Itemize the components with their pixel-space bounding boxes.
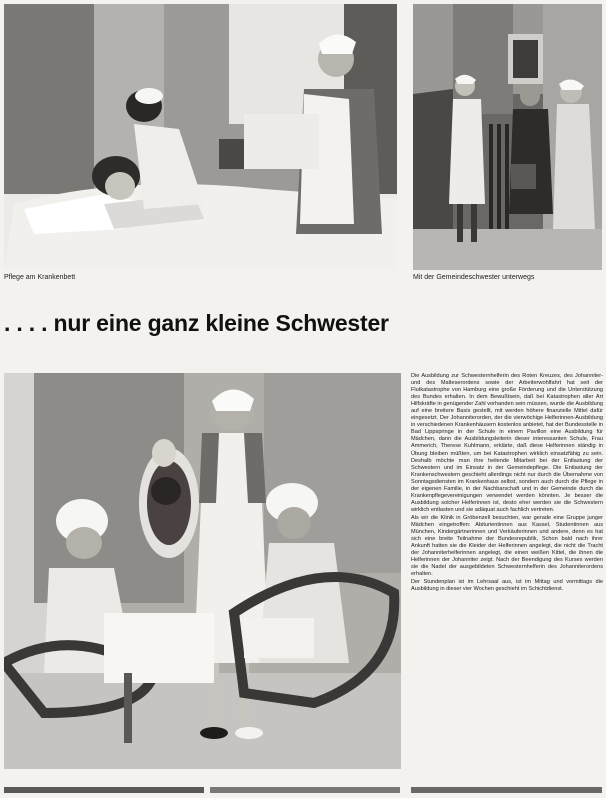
article-headline: . . . . nur eine ganz kleine Schwester	[4, 310, 389, 336]
photo-training-class	[4, 373, 401, 769]
caption-bedside-care: Pflege am Krankenbett	[4, 274, 76, 281]
article-paragraph: Die Ausbildung zur Schwesternhelferin des Roten Kreuzes, des Johanniter- und des Malteserordens sowie der Arbeiterwohlfahrt hat seit der Flutkatastrophe von Hamburg eine große Förderung und die Unterstützung des Bundes erhalten. In dem Bewußtsein, daß bei Katastrophen aller Art Hilfskräfte in genügender Zahl vorhanden sein müssen, wurde die Ausbildung auf eine breitere Basis gestellt, mit werden höhere finanzielle Mittel dafür eingesetzt. Der Johanniterorden, der die vierwöchige Helferinnen-Ausbildung in verschiedenen Krankenhäusern kostenlos anbietet, hat der Bundesstelle in Bad Lippspringe in der Schule in einem Pavillon eine Ausbildung für Mädchen, dann die Ausbildungsleiterin dieser interessanten Schule, Frau Ammerich, Therese Kuhlmann, erklärte, daß diese Helferinnen ständig in Übung bleiben müßten, um bei Katastrophen wirklich einsatzfähig zu sein. Deshalb möchte man ihre heilende Mitarbeit bei der Entlastung der Schwestern und im Einsatz in der Gemeindepflege. Die Entlastung der Krankenschwestern geschieht allerdings nicht nur durch die Übernahme von Sonntagsdiensten im Krankenhaus selbst, sondern auch durch die Pflege in der eigenen Familie, in der Nachbarschaft und in der Gemeinde durch die Krankenpflegevereinigungen verwendet werden könnten. Je besser die Ausbildung solcher Helferinnen ist, desto eher werden sie die Schwestern wirklich entlasten und sie adäquat auch fachlich vertreten.	[411, 373, 603, 513]
caption-community-nurse: Mit der Gemeindeschwester unterwegs	[413, 274, 535, 281]
bottom-photo-strip	[0, 779, 606, 793]
article-body	[411, 373, 603, 768]
article-paragraph: Der Stundenplan ist im Lehrsaal aus, ist im Mittag und vormittags die Ausbildung in dieser vier Wochen geschieht im Schichtdienst.	[411, 579, 603, 593]
photo-community-nurse	[413, 4, 602, 270]
photo-bedside-care	[4, 4, 397, 270]
article-paragraph: Als wir die Klinik in Gröbenzell besuchten, war gerade eine Gruppe junger Mädchen eingetroffen: Abiturientinnen aus Kassel, Studentinnen aus München, Kindergärtnerinnen und Verkäuferinnen und andere, denn es hat sich eine breite Teilnahme der Bundesrepublik, Schon bald nach ihrer Ankunft hatten sie die Kleider der Helferinnen angelegt, die nicht die Tracht der Johanniterhelferinnen angelegt, die einen weißen Kittel, die ihnen die Helferinnen der Johanniter zeigt. Nach der Beendigung des Kurses werden sie die Nadel der ausgebildeten Schwesternhelferin des Johanniterordens erhalten.	[411, 514, 603, 578]
